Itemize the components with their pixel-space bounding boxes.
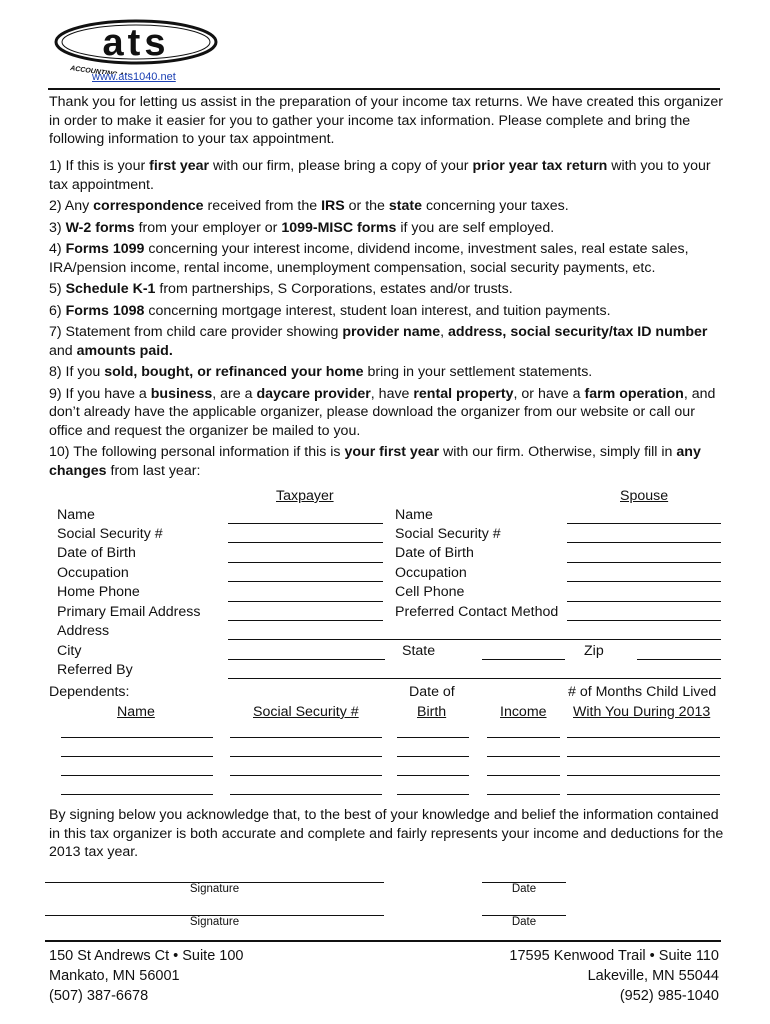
mankato-city: Mankato, MN 56001 [49, 968, 180, 984]
checklist [49, 157, 729, 483]
list-item: 4) Forms 1099 concerning your interest income, dividend income, investment sales, real estate sales, IRA/pension income, rental income, unemployment compensation, social security payments, etc. [49, 241, 689, 276]
dependent-dob-field[interactable] [397, 775, 469, 776]
dependents-col-ssn: Social Security # [253, 704, 359, 720]
spouse-dob-label: Date of Birth [395, 545, 474, 561]
taxpayer-name-field[interactable] [228, 523, 383, 524]
signature-label-1: Signature [189, 883, 240, 895]
mankato-phone: (507) 387-6678 [49, 988, 149, 1004]
taxpayer-occupation-label: Occupation [57, 565, 129, 581]
list-item: 5) Schedule K-1 from partnerships, S Corporations, estates and/or trusts. [49, 281, 513, 297]
dependent-income-field[interactable] [487, 794, 560, 795]
dependents-col-dob-line1: Date of [409, 684, 455, 700]
logo-graphic [54, 18, 224, 74]
list-item: 8) If you sold, bought, or refinanced your home bring in your settlement statements. [49, 364, 593, 380]
zip-field[interactable] [637, 659, 721, 660]
address-field[interactable] [228, 639, 721, 640]
lakeville-phone: (952) 985-1040 [619, 988, 719, 1004]
dependent-dob-field[interactable] [397, 737, 469, 738]
mankato-street: 150 St Andrews Ct • Suite 100 [49, 948, 244, 964]
dependent-ssn-field[interactable] [230, 794, 382, 795]
date-label-2: Date [511, 916, 537, 928]
referred-by-label: Referred By [57, 662, 133, 678]
dependent-dob-field[interactable] [397, 756, 469, 757]
date-label-1: Date [511, 883, 537, 895]
zip-label: Zip [584, 643, 604, 659]
dependent-income-field[interactable] [487, 775, 560, 776]
city-label: City [57, 643, 82, 659]
company-logo [54, 18, 224, 74]
dependents-col-months-line2: With You During 2013 [573, 704, 711, 720]
email-field[interactable] [228, 620, 383, 621]
referred-by-field[interactable] [228, 678, 721, 679]
dependent-name-field[interactable] [61, 756, 213, 757]
dependent-name-field[interactable] [61, 737, 213, 738]
contact-method-label: Preferred Contact Method [395, 604, 559, 620]
dependent-dob-field[interactable] [397, 794, 469, 795]
dependents-col-months-line1: # of Months Child Lived [568, 684, 717, 700]
taxpayer-ssn-label: Social Security # [57, 526, 163, 542]
spouse-occupation-label: Occupation [395, 565, 467, 581]
acknowledgement-paragraph: By signing below you acknowledge that, to the best of your knowledge and belief the information contained in this tax organizer is both accurate and complete and fairly represents your income and deductions for the 2013 tax year. [49, 807, 724, 860]
spouse-ssn-label: Social Security # [395, 526, 501, 542]
city-field[interactable] [228, 659, 385, 660]
cell-phone-label: Cell Phone [395, 584, 465, 600]
dependent-name-field[interactable] [61, 794, 213, 795]
contact-method-field[interactable] [567, 620, 721, 621]
state-label: State [402, 643, 436, 659]
header-divider [48, 88, 720, 90]
dependent-income-field[interactable] [487, 756, 560, 757]
spouse-name-label: Name [395, 507, 433, 523]
website-link[interactable]: www.ats1040.net [92, 71, 176, 83]
taxpayer-name-label: Name [57, 507, 95, 523]
dependent-ssn-field[interactable] [230, 775, 382, 776]
dependents-col-dob-line2: Birth [417, 704, 447, 720]
spouse-dob-field[interactable] [567, 562, 721, 563]
email-label: Primary Email Address [57, 604, 201, 620]
list-item: 9) If you have a business, are a daycare provider, have rental property, or have a farm operation, and don’t already have the applicable organizer, please download the organizer from our website or call our office and request the organizer be mailed to you. [49, 385, 716, 439]
dependent-months-field[interactable] [567, 775, 720, 776]
dependent-ssn-field[interactable] [230, 737, 382, 738]
lakeville-office-address [509, 946, 719, 1006]
taxpayer-occupation-field[interactable] [228, 581, 383, 582]
home-phone-field[interactable] [228, 601, 383, 602]
dependent-name-field[interactable] [61, 775, 213, 776]
mankato-office-address [49, 946, 244, 1006]
spouse-ssn-field[interactable] [567, 542, 721, 543]
state-field[interactable] [482, 659, 565, 660]
dependents-col-income: Income [500, 704, 547, 720]
spouse-name-field[interactable] [567, 523, 721, 524]
address-label: Address [57, 623, 110, 639]
list-item: 1) If this is your first year with our firm, please bring a copy of your prior year tax return with you to your tax appointment. [49, 158, 711, 193]
list-item: 6) Forms 1098 concerning mortgage interest, student loan interest, and tuition payments. [49, 302, 611, 319]
list-item: 3) W-2 forms from your employer or 1099-MISC forms if you are self employed. [49, 219, 555, 236]
intro-paragraph: Thank you for letting us assist in the preparation of your income tax returns. We have created this organizer in order to make it easier for you to gather your income tax information. Please complete and bring the following information to your tax appointment. [49, 94, 723, 147]
list-item: 7) Statement from child care provider showing provider name, address, social security/tax ID number and amounts paid. [49, 324, 708, 359]
lakeville-street: 17595 Kenwood Trail • Suite 110 [509, 948, 719, 964]
taxpayer-header: Taxpayer [276, 488, 334, 504]
spouse-header: Spouse [620, 488, 669, 504]
spouse-occupation-field[interactable] [567, 581, 721, 582]
dependents-title: Dependents: [49, 684, 130, 700]
taxpayer-ssn-field[interactable] [228, 542, 383, 543]
dependent-months-field[interactable] [567, 756, 720, 757]
dependent-months-field[interactable] [567, 737, 720, 738]
lakeville-city: Lakeville, MN 55044 [587, 968, 719, 984]
dependents-col-name: Name [117, 704, 155, 720]
logo-text: ats [102, 22, 170, 64]
list-item: 2) Any correspondence received from the IRS or the state concerning your taxes. [49, 198, 569, 214]
home-phone-label: Home Phone [57, 584, 140, 600]
dependent-months-field[interactable] [567, 794, 720, 795]
cell-phone-field[interactable] [567, 601, 721, 602]
footer-divider [45, 940, 721, 942]
dependent-income-field[interactable] [487, 737, 560, 738]
taxpayer-dob-label: Date of Birth [57, 545, 136, 561]
signature-label-2: Signature [189, 916, 240, 928]
dependent-ssn-field[interactable] [230, 756, 382, 757]
taxpayer-dob-field[interactable] [228, 562, 383, 563]
list-item: 10) The following personal information if this is your first year with our firm. Otherwise, simply fill in any changes from last year: [49, 444, 701, 479]
